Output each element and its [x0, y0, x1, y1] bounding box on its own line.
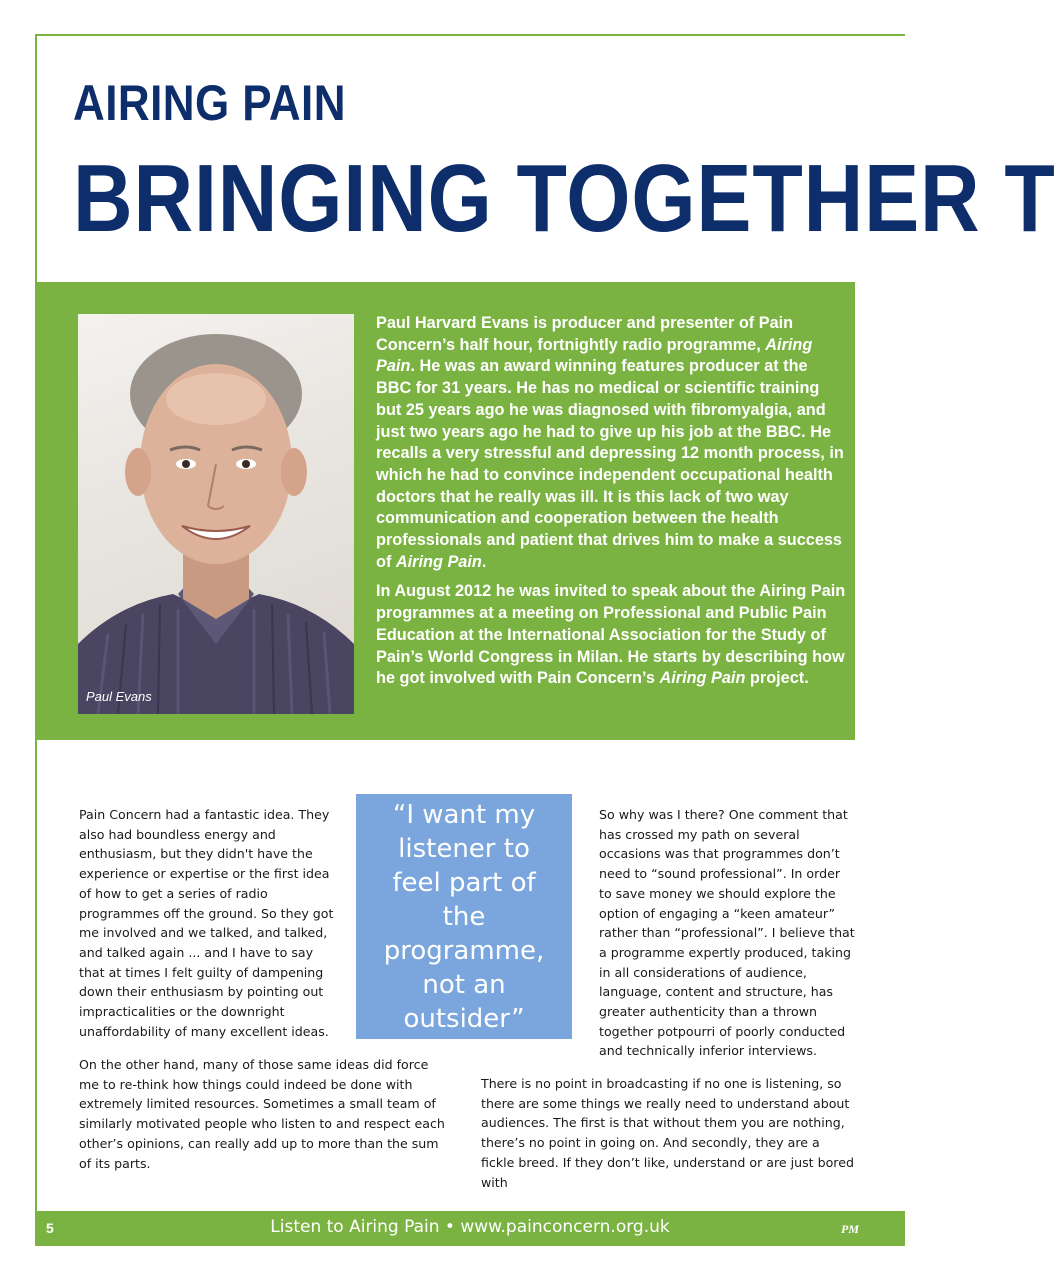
section-kicker: AIRING PAIN — [73, 75, 346, 131]
frame-top-rule — [35, 34, 905, 36]
article-column-left-continued: On the other hand, many of those same ideas did force me to re-think how things could indeed be done with extremely limited resources. Sometimes a small team of similarly motivated people who listen to and respect each other’s opinions, can really add up to more than the sum of its parts. — [79, 1057, 445, 1171]
portrait-photo — [78, 314, 354, 714]
portrait-illustration — [78, 314, 354, 714]
article-column-left: Pain Concern had a fantastic idea. They also had boundless energy and enthusiasm, but they didn't have the experience or expertise or the first idea of how to get a series of radio programmes off the ground. So they got me involved and we talked, and talked, and talked again ... and I have to say that at times I felt guilty of dampening down their enthusiasm by pointing out impracticalities or the downright unaffordability of many excellent ideas. — [79, 807, 334, 1039]
footer-bar — [35, 1211, 905, 1246]
article-column-right: So why was I there? One comment that has crossed my path on several occasions was that programmes don’t need to “sound professional”. In order to save money we should explore the option of engaging a “keen amateur” rather than “professional”. I believe that a programme expertly produced, taking in all considerations of audience, language, content and structure, has greater authenticity than a thrown together potpourri of poorly conducted and technically inferior interviews. — [599, 807, 855, 1059]
intro-paragraph-1: Paul Harvard Evans is producer and presenter of Pain Concern’s half hour, fortnightly radio programme, Airing Pain. He was an award winning features producer at the BBC for 31 years. He has no medical or scientific training but 25 years ago he was diagnosed with fibromyalgia, and just two years ago he had to give up his job at the BBC. He recalls a very stressful and depressing 12 month process, in which he had to convince independent occupational health doctors that he really was ill. It is this lack of two way communication and cooperation between the health professionals and patient that drives him to make a success of Airing Pain. — [376, 314, 844, 571]
footer-link-text[interactable]: Listen to Airing Pain • www.painconcern.org.uk — [270, 1217, 670, 1237]
photo-caption: Paul Evans — [86, 689, 152, 704]
intro-text — [376, 313, 846, 698]
pain-concern-logo: PM — [841, 1222, 859, 1236]
intro-paragraph-2: In August 2012 he was invited to speak about the Airing Pain programmes at a meeting on Professional and Public Pain Education at the International Association for the Study of Pain’s World Congress in Milan. He starts by describing how he got involved with Pain Concern’s Airing Pain project. — [376, 582, 846, 688]
page-headline: BRINGING TOGETHER T — [73, 145, 1056, 252]
article-column-right-continued: There is no point in broadcasting if no one is listening, so there are some things we really need to understand about audiences. The first is that without them you are nothing, there’s no point in going on. And secondly, they are a fickle breed. If they don’t like, understand or are just bored with — [481, 1076, 854, 1190]
pull-quote — [356, 794, 572, 1039]
page-number: 5 — [46, 1220, 54, 1236]
pull-quote-text: “I want my listener to feel part of the programme, not an outsider” — [383, 799, 545, 1034]
